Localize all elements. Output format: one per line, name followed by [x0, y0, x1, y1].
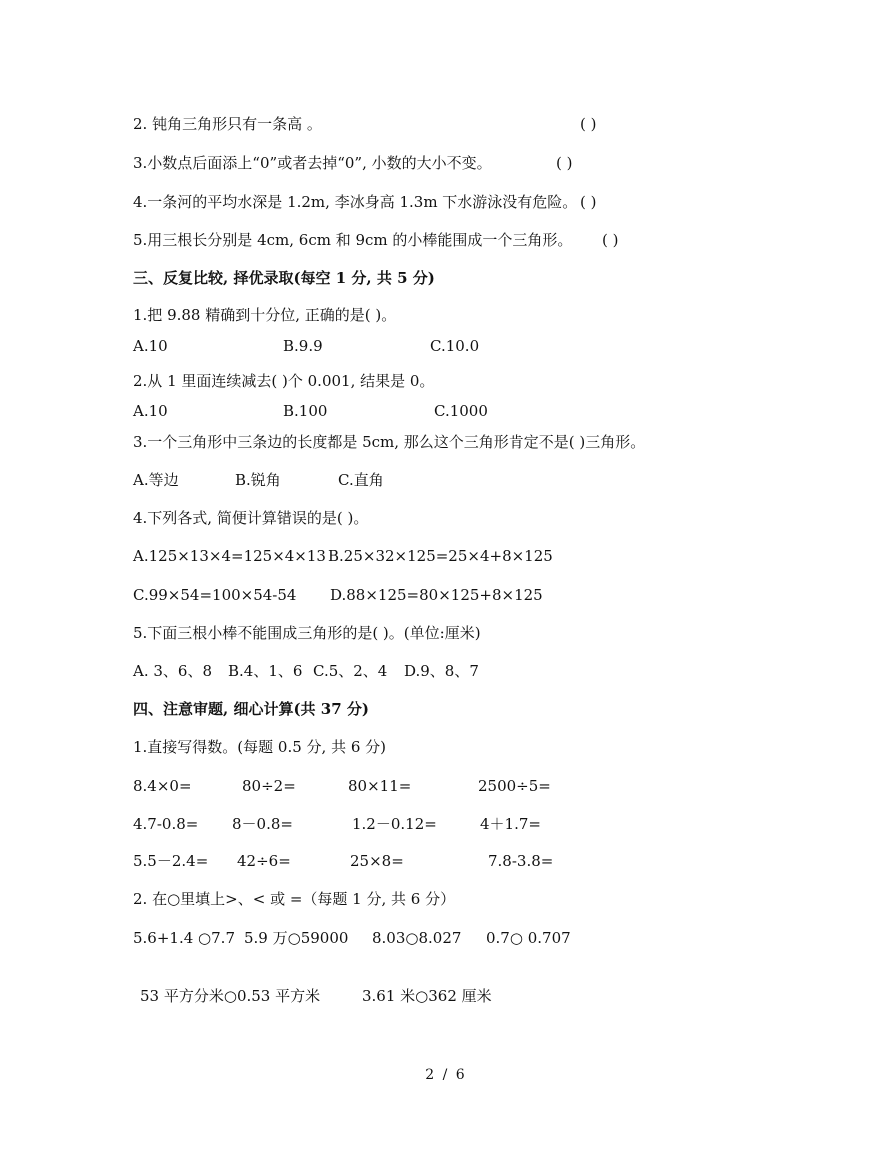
calc-item: 80×11=: [348, 777, 412, 795]
choice-q5-option-c[interactable]: C.5、2、4: [313, 662, 388, 680]
choice-q3-option-a[interactable]: A.等边: [133, 471, 179, 489]
compare-item: 3.61 米○362 厘米: [362, 987, 492, 1005]
judge-item-2: 2. 钝角三角形只有一条高 。: [133, 115, 322, 133]
judge-answer-paren-5[interactable]: ( ): [602, 231, 619, 249]
choice-q3-stem: 3.一个三角形中三条边的长度都是 5cm, 那么这个三角形肯定不是( )三角形。: [133, 433, 646, 451]
judge-answer-paren-4[interactable]: ( ): [580, 193, 597, 211]
choice-q4-stem: 4.下列各式, 简便计算错误的是( )。: [133, 509, 369, 527]
section-4-heading: 四、注意审题, 细心计算(共 37 分): [133, 700, 369, 718]
choice-q1-option-b[interactable]: B.9.9: [283, 337, 323, 355]
compare-item: 53 平方分米○0.53 平方米: [140, 987, 321, 1005]
compare-item: 5.6+1.4 ○7.7: [133, 929, 235, 947]
choice-q5-option-a[interactable]: A. 3、6、8: [133, 662, 212, 680]
choice-q4-option-b[interactable]: B.25×32×125=25×4+8×125: [328, 547, 553, 565]
judge-answer-paren-2[interactable]: ( ): [580, 115, 597, 133]
calc-item: 4.7-0.8=: [133, 815, 199, 833]
compare-q2-stem: 2. 在○里填上>、< 或 =（每题 1 分, 共 6 分）: [133, 890, 456, 908]
choice-q5-option-b[interactable]: B.4、1、6: [228, 662, 303, 680]
calc-item: 1.2－0.12=: [352, 815, 437, 833]
calc-item: 2500÷5=: [478, 777, 551, 795]
choice-q1-stem: 1.把 9.88 精确到十分位, 正确的是( )。: [133, 306, 397, 324]
choice-q2-option-a[interactable]: A.10: [133, 402, 168, 420]
calc-item: 80÷2=: [242, 777, 296, 795]
compare-item: 8.03○8.027: [372, 929, 462, 947]
choice-q5-stem: 5.下面三根小棒不能围成三角形的是( )。(单位:厘米): [133, 624, 481, 642]
choice-q2-option-b[interactable]: B.100: [283, 402, 328, 420]
choice-q4-option-c[interactable]: C.99×54=100×54-54: [133, 586, 297, 604]
choice-q2-stem: 2.从 1 里面连续减去( )个 0.001, 结果是 0。: [133, 372, 435, 390]
calc-item: 7.8-3.8=: [488, 852, 554, 870]
choice-q4-option-a[interactable]: A.125×13×4=125×4×13: [133, 547, 326, 565]
judge-item-5: 5.用三根长分别是 4cm, 6cm 和 9cm 的小棒能围成一个三角形。: [133, 231, 573, 249]
section-3-heading: 三、反复比较, 择优录取(每空 1 分, 共 5 分): [133, 269, 435, 287]
judge-item-4: 4.一条河的平均水深是 1.2m, 李冰身高 1.3m 下水游泳没有危险。: [133, 193, 578, 211]
calc-item: 8.4×0=: [133, 777, 192, 795]
judge-answer-paren-3[interactable]: ( ): [556, 154, 573, 172]
choice-q1-option-c[interactable]: C.10.0: [430, 337, 480, 355]
choice-q4-option-d[interactable]: D.88×125=80×125+8×125: [330, 586, 543, 604]
choice-q3-option-b[interactable]: B.锐角: [235, 471, 281, 489]
compare-item: 0.7○ 0.707: [486, 929, 571, 947]
calc-item: 8－0.8=: [232, 815, 293, 833]
calc-item: 4＋1.7=: [480, 815, 541, 833]
calc-item: 42÷6=: [237, 852, 291, 870]
compare-item: 5.9 万○59000: [244, 929, 349, 947]
calc-q1-stem: 1.直接写得数。(每题 0.5 分, 共 6 分): [133, 738, 387, 756]
choice-q1-option-a[interactable]: A.10: [133, 337, 168, 355]
choice-q2-option-c[interactable]: C.1000: [434, 402, 488, 420]
judge-item-3: 3.小数点后面添上“0”或者去掉“0”, 小数的大小不变。: [133, 154, 492, 172]
page-number: 2 / 6: [425, 1067, 467, 1083]
calc-item: 5.5－2.4=: [133, 852, 209, 870]
calc-item: 25×8=: [350, 852, 404, 870]
choice-q3-option-c[interactable]: C.直角: [338, 471, 384, 489]
choice-q5-option-d[interactable]: D.9、8、7: [404, 662, 479, 680]
